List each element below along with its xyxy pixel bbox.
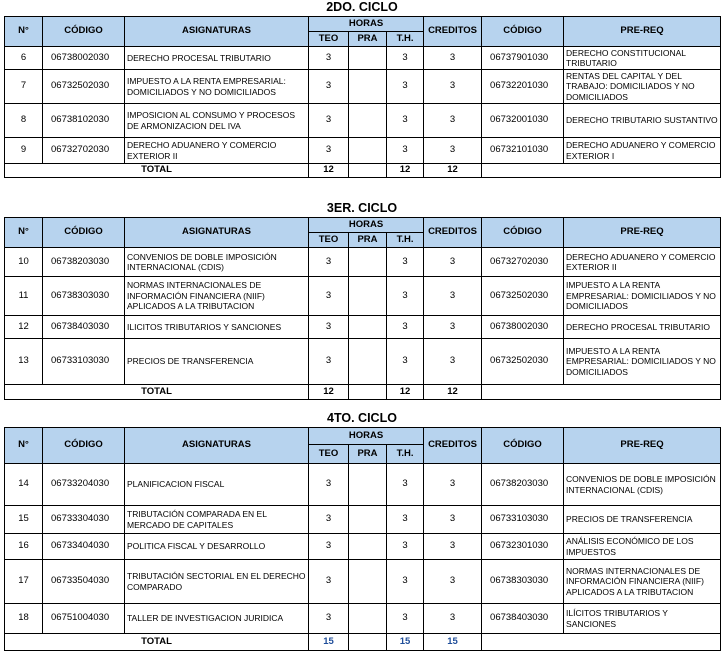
total-row — [5, 164, 721, 178]
course-credits: 3 — [424, 339, 482, 385]
header-th: T.H. — [387, 233, 424, 248]
course-teo: 3 — [309, 277, 349, 316]
prereq-name: IMPUESTO A LA RENTA EMPRESARIAL: DOMICILIADOS Y NO DOMICILIADOS — [564, 339, 721, 385]
prereq-code: 06733103030 — [482, 506, 564, 534]
prereq-code: 06738403030 — [482, 604, 564, 634]
course-name: CONVENIOS DE DOBLE IMPOSICIÓN INTERNACIONAL (CDIS) — [125, 248, 309, 277]
total-teo: 15 — [309, 634, 349, 651]
prereq-name: IMPUESTO A LA RENTA EMPRESARIAL: DOMICILIADOS Y NO DOMICILIADOS — [564, 277, 721, 316]
prereq-code: 06732301030 — [482, 534, 564, 560]
course-teo: 3 — [309, 104, 349, 138]
course-pra — [349, 339, 387, 385]
course-th: 3 — [387, 47, 424, 70]
header-credits: CREDITOS — [424, 428, 482, 464]
course-code: 06738303030 — [43, 277, 125, 316]
prereq-name: PRECIOS DE TRANSFERENCIA — [564, 506, 721, 534]
course-th: 3 — [387, 506, 424, 534]
course-pra — [349, 506, 387, 534]
course-pra — [349, 70, 387, 104]
course-th: 3 — [387, 316, 424, 339]
course-name: NORMAS INTERNACIONALES DE INFORMACIÓN FINANCIERA (NIIF) APLICADOS A LA TRIBUTACION — [125, 277, 309, 316]
course-code: 06738403030 — [43, 316, 125, 339]
course-name: DERECHO ADUANERO Y COMERCIO EXTERIOR II — [125, 138, 309, 164]
course-pra — [349, 464, 387, 506]
prereq-code: 06732702030 — [482, 248, 564, 277]
course-row — [5, 464, 721, 506]
course-number: 14 — [5, 464, 43, 506]
course-teo: 3 — [309, 464, 349, 506]
total-row — [5, 385, 721, 400]
course-pra — [349, 316, 387, 339]
course-row — [5, 138, 721, 164]
header-credits: CREDITOS — [424, 17, 482, 47]
course-name: PLANIFICACION FISCAL — [125, 464, 309, 506]
total-label: TOTAL — [5, 385, 309, 400]
total-pra — [349, 385, 387, 400]
total-filler — [482, 634, 721, 651]
course-th: 3 — [387, 277, 424, 316]
total-credits: 12 — [424, 385, 482, 400]
course-row — [5, 47, 721, 70]
course-number: 9 — [5, 138, 43, 164]
prereq-name: CONVENIOS DE DOBLE IMPOSICIÓN INTERNACIONAL (CDIS) — [564, 464, 721, 506]
header-num: N° — [5, 218, 43, 248]
course-name: TRIBUTACIÓN SECTORIAL EN EL DERECHO COMPARADO — [125, 560, 309, 604]
cycle-table — [4, 217, 721, 400]
header-prereq: PRE-REQ — [564, 218, 721, 248]
course-row — [5, 70, 721, 104]
course-th: 3 — [387, 339, 424, 385]
header-subjects: ASIGNATURAS — [125, 428, 309, 464]
total-th: 12 — [387, 164, 424, 178]
header-subjects: ASIGNATURAS — [125, 218, 309, 248]
course-th: 3 — [387, 70, 424, 104]
course-pra — [349, 604, 387, 634]
total-th: 15 — [387, 634, 424, 651]
course-teo: 3 — [309, 560, 349, 604]
course-name: PRECIOS DE TRANSFERENCIA — [125, 339, 309, 385]
header-pra: PRA — [349, 445, 387, 464]
header-hours: HORAS — [309, 17, 424, 32]
course-name: TALLER DE INVESTIGACION JURIDICA — [125, 604, 309, 634]
course-th: 3 — [387, 138, 424, 164]
total-pra — [349, 634, 387, 651]
course-credits: 3 — [424, 560, 482, 604]
prereq-name: DERECHO ADUANERO Y COMERCIO EXTERIOR I — [564, 138, 721, 164]
course-credits: 3 — [424, 70, 482, 104]
course-teo: 3 — [309, 316, 349, 339]
cycle-title: 3ER. CICLO — [326, 201, 398, 215]
header-row — [5, 218, 721, 233]
course-pra — [349, 248, 387, 277]
total-th: 12 — [387, 385, 424, 400]
course-name: ILICITOS TRIBUTARIOS Y SANCIONES — [125, 316, 309, 339]
header-num: N° — [5, 428, 43, 464]
header-prereq: PRE-REQ — [564, 428, 721, 464]
course-name: DERECHO PROCESAL TRIBUTARIO — [125, 47, 309, 70]
course-code: 06733204030 — [43, 464, 125, 506]
course-teo: 3 — [309, 604, 349, 634]
total-teo: 12 — [309, 164, 349, 178]
total-label: TOTAL — [5, 634, 309, 651]
header-prereq: PRE-REQ — [564, 17, 721, 47]
course-number: 13 — [5, 339, 43, 385]
prereq-code: 06732502030 — [482, 277, 564, 316]
course-name: TRIBUTACIÓN COMPARADA EN EL MERCADO DE CAPITALES — [125, 506, 309, 534]
cycle-title: 2DO. CICLO — [326, 0, 398, 14]
course-pra — [349, 104, 387, 138]
course-teo: 3 — [309, 138, 349, 164]
course-pra — [349, 138, 387, 164]
course-th: 3 — [387, 534, 424, 560]
header-credits: CREDITOS — [424, 218, 482, 248]
total-filler — [482, 164, 721, 178]
header-row — [5, 428, 721, 445]
total-filler — [482, 385, 721, 400]
course-number: 10 — [5, 248, 43, 277]
course-credits: 3 — [424, 506, 482, 534]
header-num: N° — [5, 17, 43, 47]
course-pra — [349, 534, 387, 560]
prereq-name: RENTAS DEL CAPITAL Y DEL TRABAJO: DOMICILIADOS Y NO DOMICILIADOS — [564, 70, 721, 104]
course-row — [5, 506, 721, 534]
header-code: CÓDIGO — [43, 428, 125, 464]
course-th: 3 — [387, 560, 424, 604]
course-number: 6 — [5, 47, 43, 70]
header-th: T.H. — [387, 445, 424, 464]
header-hours: HORAS — [309, 428, 424, 445]
total-label: TOTAL — [5, 164, 309, 178]
course-row — [5, 604, 721, 634]
course-row — [5, 534, 721, 560]
course-number: 15 — [5, 506, 43, 534]
prereq-name: DERECHO ADUANERO Y COMERCIO EXTERIOR II — [564, 248, 721, 277]
course-code: 06738203030 — [43, 248, 125, 277]
course-code: 06732502030 — [43, 70, 125, 104]
course-number: 16 — [5, 534, 43, 560]
course-name: POLITICA FISCAL Y DESARROLLO — [125, 534, 309, 560]
prereq-name: DERECHO CONSTITUCIONAL TRIBUTARIO — [564, 47, 721, 70]
course-credits: 3 — [424, 277, 482, 316]
course-credits: 3 — [424, 464, 482, 506]
course-number: 7 — [5, 70, 43, 104]
course-code: 06738002030 — [43, 47, 125, 70]
prereq-code: 06732001030 — [482, 104, 564, 138]
course-code: 06733103030 — [43, 339, 125, 385]
course-code: 06733404030 — [43, 534, 125, 560]
header-prereq-code: CÓDIGO — [482, 17, 564, 47]
course-code: 06751004030 — [43, 604, 125, 634]
prereq-name: ANÁLISIS ECONÓMICO DE LOS IMPUESTOS — [564, 534, 721, 560]
total-credits: 15 — [424, 634, 482, 651]
course-credits: 3 — [424, 534, 482, 560]
prereq-name: NORMAS INTERNACIONALES DE INFORMACIÓN FINANCIERA (NIIF) APLICADOS A LA TRIBUTACION — [564, 560, 721, 604]
course-credits: 3 — [424, 104, 482, 138]
prereq-code: 06737901030 — [482, 47, 564, 70]
header-prereq-code: CÓDIGO — [482, 428, 564, 464]
course-number: 11 — [5, 277, 43, 316]
prereq-code: 06738002030 — [482, 316, 564, 339]
course-teo: 3 — [309, 70, 349, 104]
header-code: CÓDIGO — [43, 218, 125, 248]
cycle-title: 4TO. CICLO — [327, 411, 397, 425]
course-th: 3 — [387, 104, 424, 138]
total-pra — [349, 164, 387, 178]
total-credits: 12 — [424, 164, 482, 178]
prereq-code: 06732101030 — [482, 138, 564, 164]
header-hours: HORAS — [309, 218, 424, 233]
course-name: IMPUESTO A LA RENTA EMPRESARIAL: DOMICILIADOS Y NO DOMICILIADOS — [125, 70, 309, 104]
course-credits: 3 — [424, 604, 482, 634]
course-teo: 3 — [309, 534, 349, 560]
header-code: CÓDIGO — [43, 17, 125, 47]
course-number: 18 — [5, 604, 43, 634]
prereq-name: DERECHO TRIBUTARIO SUSTANTIVO — [564, 104, 721, 138]
header-prereq-code: CÓDIGO — [482, 218, 564, 248]
header-th: T.H. — [387, 32, 424, 47]
course-teo: 3 — [309, 47, 349, 70]
header-teo: TEO — [309, 32, 349, 47]
course-credits: 3 — [424, 47, 482, 70]
course-code: 06738102030 — [43, 104, 125, 138]
course-pra — [349, 560, 387, 604]
course-th: 3 — [387, 248, 424, 277]
header-subjects: ASIGNATURAS — [125, 17, 309, 47]
prereq-code: 06738303030 — [482, 560, 564, 604]
course-row — [5, 316, 721, 339]
course-row — [5, 277, 721, 316]
course-credits: 3 — [424, 248, 482, 277]
course-code: 06733504030 — [43, 560, 125, 604]
course-row — [5, 104, 721, 138]
course-pra — [349, 277, 387, 316]
course-code: 06733304030 — [43, 506, 125, 534]
header-row — [5, 17, 721, 32]
course-row — [5, 339, 721, 385]
course-row — [5, 560, 721, 604]
course-pra — [349, 47, 387, 70]
prereq-code: 06732502030 — [482, 339, 564, 385]
header-teo: TEO — [309, 445, 349, 464]
course-name: IMPOSICION AL CONSUMO Y PROCESOS DE ARMONIZACION DEL IVA — [125, 104, 309, 138]
total-teo: 12 — [309, 385, 349, 400]
course-code: 06732702030 — [43, 138, 125, 164]
course-th: 3 — [387, 464, 424, 506]
course-row — [5, 248, 721, 277]
course-credits: 3 — [424, 138, 482, 164]
prereq-name: DERECHO PROCESAL TRIBUTARIO — [564, 316, 721, 339]
course-teo: 3 — [309, 339, 349, 385]
course-number: 8 — [5, 104, 43, 138]
header-teo: TEO — [309, 233, 349, 248]
course-th: 3 — [387, 604, 424, 634]
header-pra: PRA — [349, 233, 387, 248]
cycle-table — [4, 16, 721, 178]
course-number: 12 — [5, 316, 43, 339]
total-row — [5, 634, 721, 651]
course-teo: 3 — [309, 506, 349, 534]
header-pra: PRA — [349, 32, 387, 47]
cycle-table — [4, 427, 721, 651]
course-number: 17 — [5, 560, 43, 604]
prereq-code: 06738203030 — [482, 464, 564, 506]
course-teo: 3 — [309, 248, 349, 277]
course-credits: 3 — [424, 316, 482, 339]
prereq-name: ILÍCITOS TRIBUTARIOS Y SANCIONES — [564, 604, 721, 634]
prereq-code: 06732201030 — [482, 70, 564, 104]
